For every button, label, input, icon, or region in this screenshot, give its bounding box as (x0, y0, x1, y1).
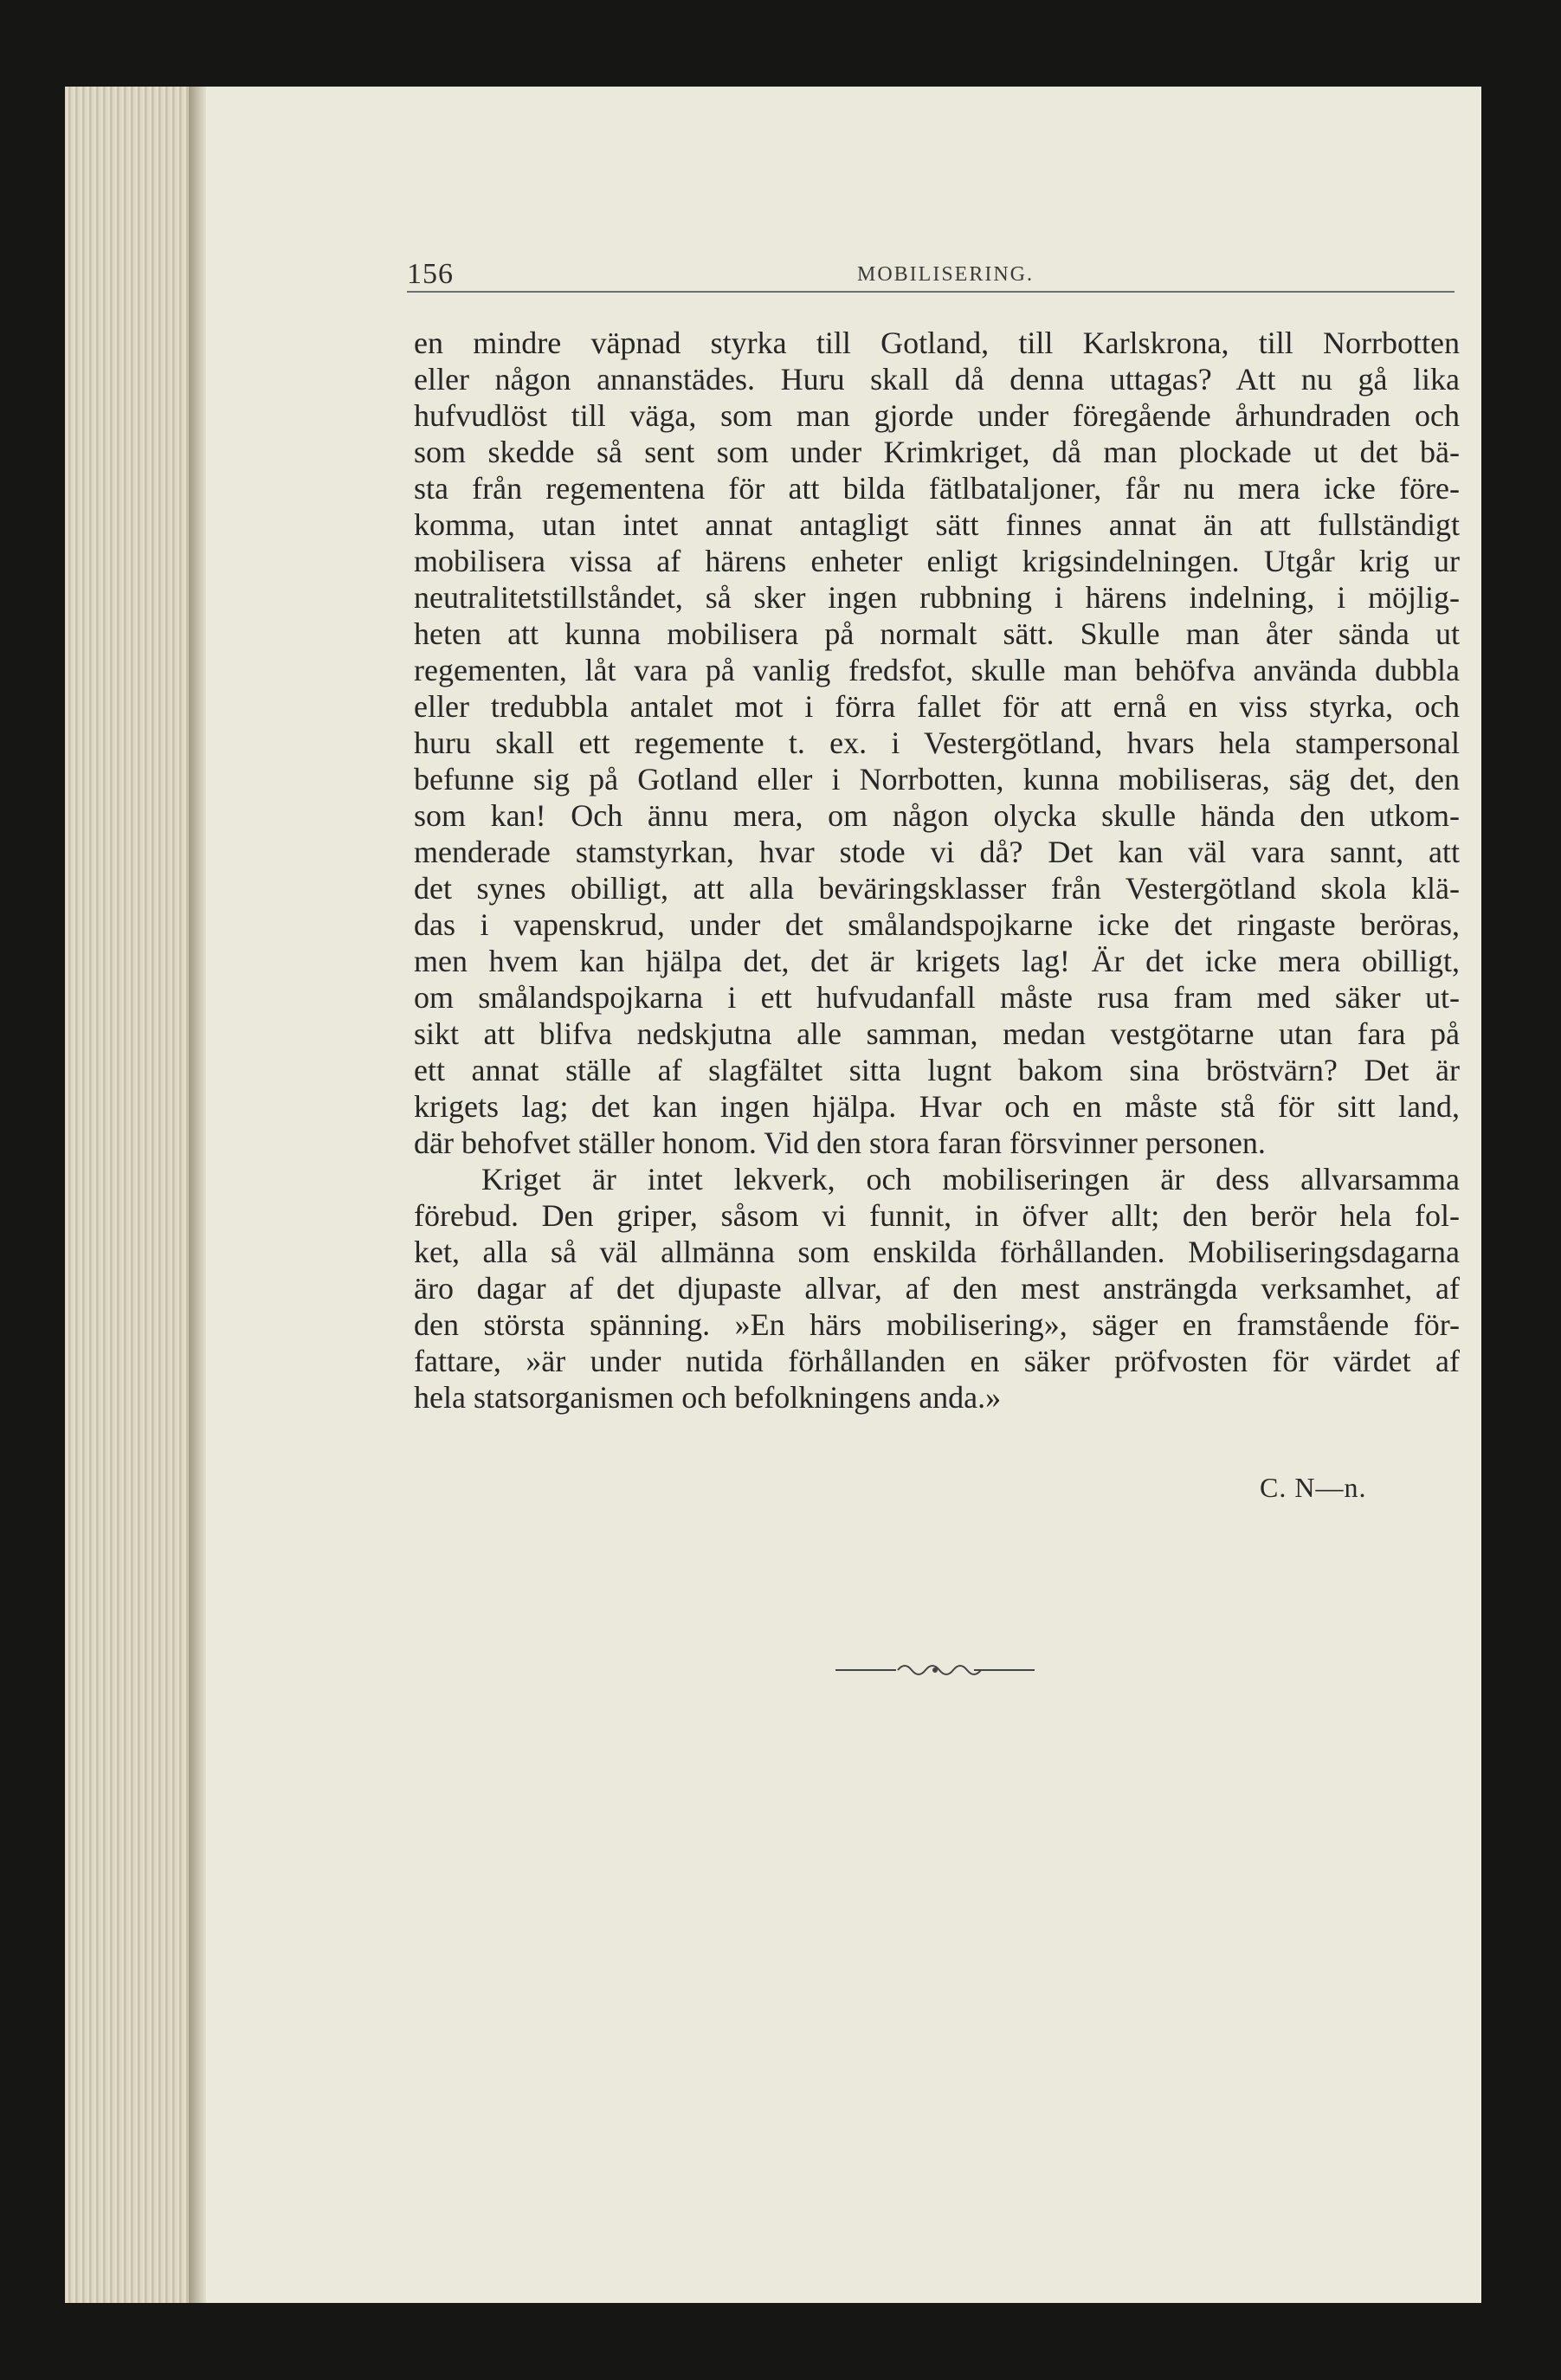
running-head (407, 258, 1455, 293)
text-line: äro dagar af det djupaste allvar, af den mest ansträngda verksamhet, af (414, 1271, 1460, 1306)
body-text (414, 325, 1460, 1416)
paragraph-2 (414, 1161, 1460, 1416)
header-rule (407, 291, 1455, 293)
text-line: komma, utan intet annat antagligt sätt finnes annat än att fullständigt (414, 507, 1460, 542)
text-line: sikt att blifva nedskjutna alle samman, medan vestgötarne utan fara på (414, 1016, 1460, 1051)
text-line: fattare, »är under nutida förhållanden en säker pröfvosten för värdet af (414, 1344, 1460, 1378)
text-line: om smålandspojkarna i ett hufvudanfall måste rusa fram med säker ut- (414, 980, 1460, 1015)
text-line: regementen, låt vara på vanlig fredsfot, skulle man behöfva använda dubbla (414, 653, 1460, 687)
text-line: mobilisera vissa af härens enheter enligt krigsindelningen. Utgår krig ur (414, 544, 1460, 578)
text-line: sta från regementena för att bilda fätlbataljoner, får nu mera icke före- (414, 471, 1460, 506)
paragraph-1 (414, 325, 1460, 1161)
text-line: ket, alla så väl allmänna som enskilda förhållanden. Mobiliseringsdagarna (414, 1235, 1460, 1269)
text-line: das i vapenskrud, under det smålandspojkarne icke det ringaste beröras, (414, 907, 1460, 942)
text-line: hufvudlöst till väga, som man gjorde under föregående århundraden och (414, 398, 1460, 433)
text-line: neutralitetstillståndet, så sker ingen rubbning i härens indelning, i möjlig- (414, 580, 1460, 615)
text-line: det synes obilligt, att alla beväringsklasser från Vestergötland skola klä- (414, 871, 1460, 906)
text-line: heten att kunna mobilisera på normalt sätt. Skulle man åter sända ut (414, 616, 1460, 651)
text-line: befunne sig på Gotland eller i Norrbotten, kunna mobiliseras, säg det, den (414, 762, 1460, 797)
text-line: eller någon annanstädes. Huru skall då denna uttagas? Att nu gå lika (414, 362, 1460, 397)
page-gutter-shadow (189, 87, 206, 2303)
author-signature: C. N—n. (1260, 1472, 1367, 1503)
text-line: ett annat ställe af slagfältet sitta lugnt bakom sina bröstvärn? Det är (414, 1053, 1460, 1087)
text-line: men hvem kan hjälpa det, det är krigets lag! Är det icke mera obilligt, (414, 944, 1460, 978)
text-line: Kriget är intet lekverk, och mobiliseringen är dess allvarsamma (481, 1162, 1460, 1196)
text-line: den största spänning. »En härs mobilisering», säger en framstående för- (414, 1307, 1460, 1342)
text-line: eller tredubbla antalet mot i förra fallet för att ernå en viss styrka, och (414, 689, 1460, 724)
text-line: som kan! Och ännu mera, om någon olycka skulle hända den utkom- (414, 798, 1460, 833)
text-line: förebud. Den griper, såsom vi funnit, in öfver allt; den berör hela fol- (414, 1198, 1460, 1233)
text-line: hela statsorganismen och befolkningens anda.» (414, 1380, 1002, 1415)
text-line: en mindre väpnad styrka till Gotland, till Karlskrona, till Norrbotten (414, 326, 1460, 360)
text-line: som skedde så sent som under Krimkriget, då man plockade ut det bä- (414, 435, 1460, 469)
text-line: krigets lag; det kan ingen hjälpa. Hvar och en måste stå för sitt land, (414, 1089, 1460, 1124)
page-number: 156 (407, 258, 454, 290)
running-title: MOBILISERING. (857, 263, 1034, 286)
decorative-ornament (835, 1660, 1035, 1680)
text-line: där behofvet ställer honom. Vid den stora faran försvinner personen. (414, 1126, 1266, 1160)
text-line: menderade stamstyrkan, hvar stode vi då? Det kan väl vara sannt, att (414, 835, 1460, 869)
text-line: huru skall ett regemente t. ex. i Vestergötland, hvars hela stampersonal (414, 726, 1460, 760)
